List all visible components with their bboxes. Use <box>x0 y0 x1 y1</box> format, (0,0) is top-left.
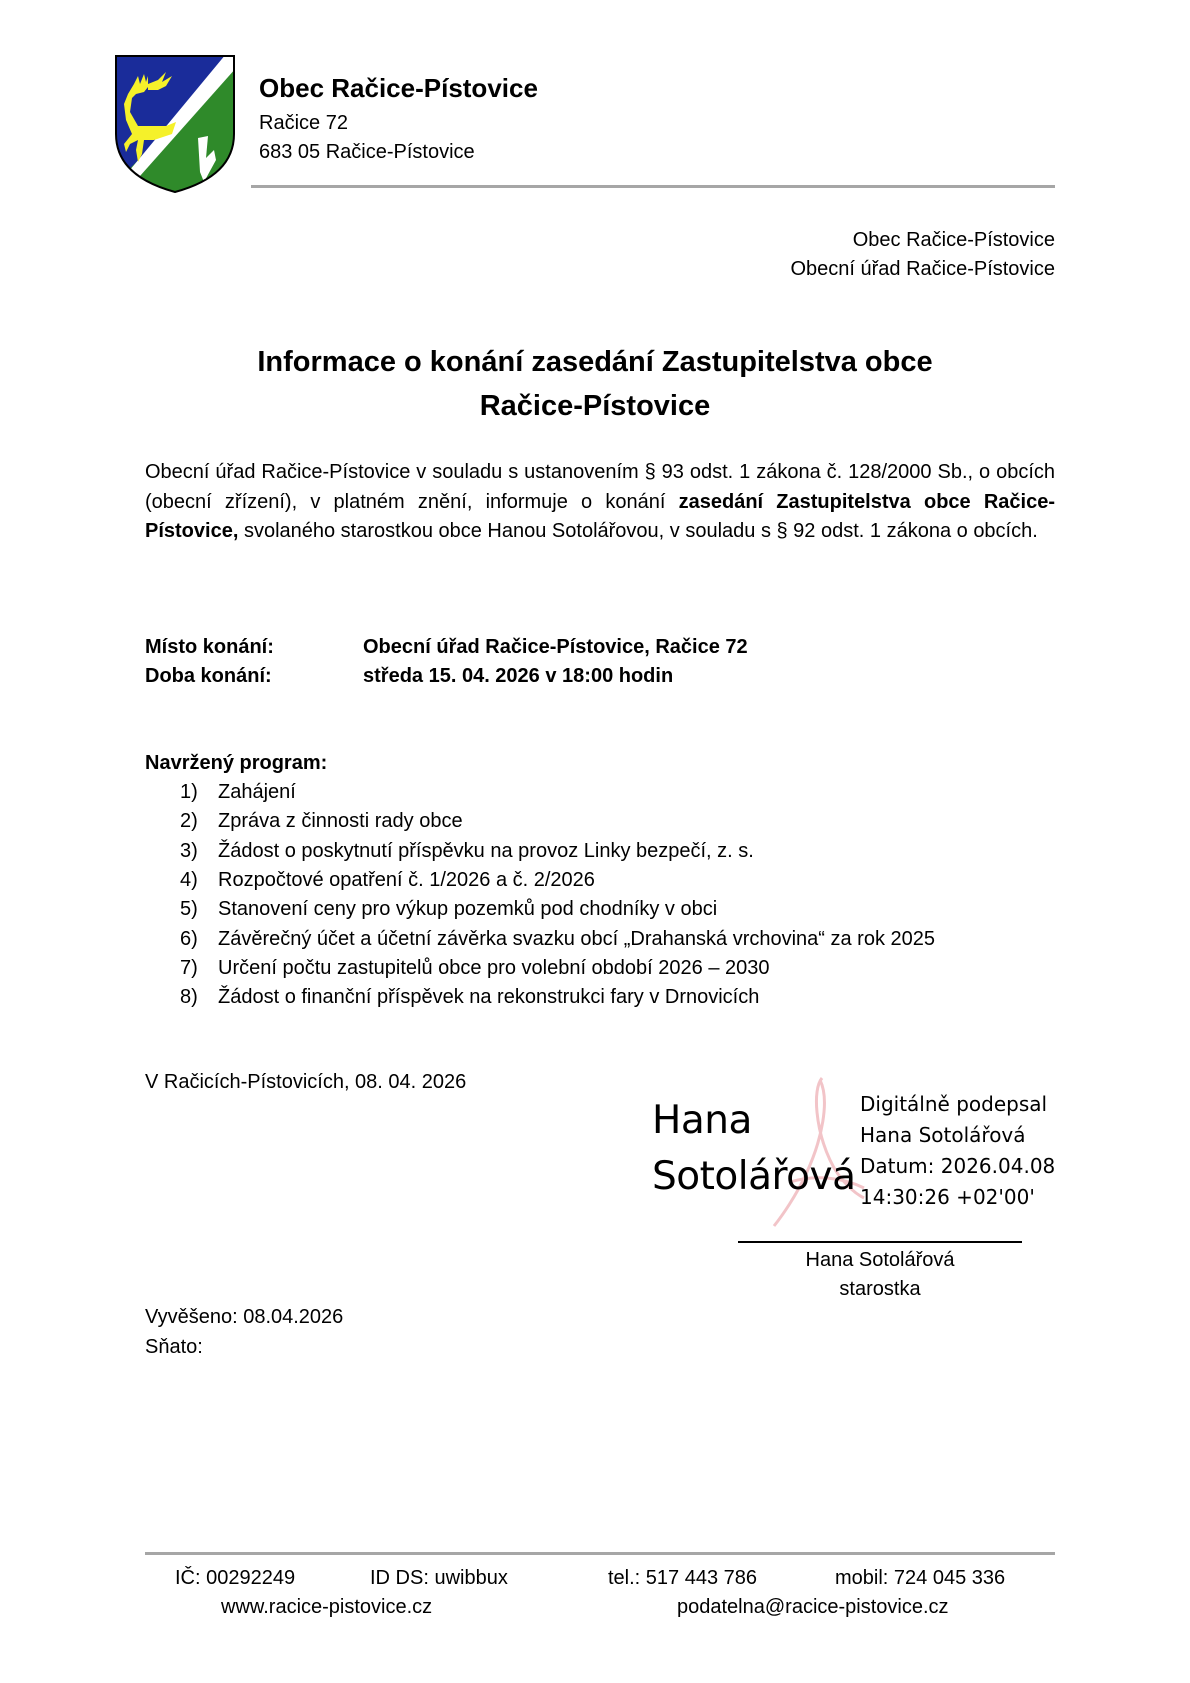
org-name: Obec Račice-Pístovice <box>259 73 538 103</box>
org-address-line1: Račice 72 <box>259 112 348 134</box>
footer-web-link[interactable]: www.racice-pistovice.cz <box>221 1596 433 1618</box>
removed-date: Sňato: <box>145 1336 203 1358</box>
signer-name: Hana Sotolářová <box>805 1249 955 1271</box>
document-title-line1: Informace o konání zasedání Zastupitelstva obce <box>257 346 933 378</box>
program-item-text: Určení počtu zastupitelů obce pro volební období 2026 – 2030 <box>218 956 770 979</box>
coat-of-arms-logo <box>114 54 236 194</box>
footer-mobil: mobil: 724 045 336 <box>835 1567 1006 1589</box>
body-text-part2: svolaného starostkou obce Hanou Sotolářovou, v souladu s § 92 odst. 1 zákona o obcích. <box>238 520 1038 542</box>
program-item-text: Závěrečný účet a účetní závěrka svazku obcí „Drahanská vrchovina“ za rok 2025 <box>218 927 936 950</box>
place-label: Místo konání: <box>145 636 274 658</box>
program-item-text: Zpráva z činnosti rady obce <box>218 810 463 833</box>
signature-line <box>738 1241 1022 1243</box>
signature-info3: Datum: 2026.04.08 <box>860 1154 1056 1178</box>
body-text-bold: zasedání Zastupitelstva obce Račice-Pístovice, <box>145 490 1056 542</box>
place-value: Obecní úřad Račice-Pístovice, Račice 72 <box>363 636 748 658</box>
footer-email-link[interactable]: podatelna@racice-pistovice.cz <box>677 1596 949 1618</box>
document-title-line2: Račice-Pístovice <box>479 390 711 422</box>
body-text-part1: Obecní úřad Račice-Pístovice v souladu s ustanovením § 93 odst. 1 zákona č. 128/2000 Sb., o obcích (obecní zřízení), v platném znění, informuje o konání <box>145 461 1055 513</box>
signature-info2: Hana Sotolářová <box>860 1123 1026 1147</box>
program-heading: Navržený program: <box>145 752 328 774</box>
recipient-line1: Obec Račice-Pístovice <box>852 229 1055 251</box>
program-item-number: 3) <box>180 839 198 862</box>
footer-tel: tel.: 517 443 786 <box>608 1567 758 1589</box>
program-item-number: 8) <box>180 986 198 1009</box>
header-divider <box>251 185 1055 188</box>
program-item-text: Stanovení ceny pro výkup pozemků pod chodníky v obci <box>218 898 718 921</box>
program-item-text: Rozpočtové opatření č. 1/2026 a č. 2/2026 <box>218 868 595 891</box>
footer-ids: ID DS: uwibbux <box>370 1567 508 1589</box>
org-address-line2: 683 05 Račice-Pístovice <box>259 141 475 163</box>
program-item-text: Žádost o poskytnutí příspěvku na provoz Linky bezpečí, z. s. <box>218 839 754 862</box>
recipient-line2: Obecní úřad Račice-Pístovice <box>790 258 1055 280</box>
time-value: středa 15. 04. 2026 v 18:00 hodin <box>363 665 674 687</box>
program-item-number: 7) <box>180 956 198 979</box>
place-date: V Račicích-Pístovicích, 08. 04. 2026 <box>145 1071 467 1093</box>
signature-info4: 14:30:26 +02'00' <box>860 1185 1035 1209</box>
program-item-number: 4) <box>180 868 198 891</box>
posted-date: Vyvěšeno: 08.04.2026 <box>145 1306 344 1328</box>
program-item-text: Žádost o finanční příspěvek na rekonstrukci fary v Drnovicích <box>218 986 760 1009</box>
program-item-number: 6) <box>180 927 198 950</box>
time-label: Doba konání: <box>145 665 272 687</box>
program-item-number: 5) <box>180 898 198 921</box>
signature-name-line2: Sotolářová <box>652 1154 856 1199</box>
footer-ic: IČ: 00292249 <box>175 1567 296 1589</box>
signature-info1: Digitálně podepsal <box>860 1092 1048 1116</box>
body-paragraph <box>145 458 1055 547</box>
signer-role: starostka <box>839 1278 921 1300</box>
program-item-number: 1) <box>180 781 198 803</box>
program-item-number: 2) <box>180 810 198 833</box>
signature-name-line1: Hana <box>652 1098 752 1143</box>
signature-mark-icon <box>760 1070 870 1230</box>
program-item-text: Zahájení <box>218 781 296 803</box>
footer-divider <box>145 1552 1055 1555</box>
